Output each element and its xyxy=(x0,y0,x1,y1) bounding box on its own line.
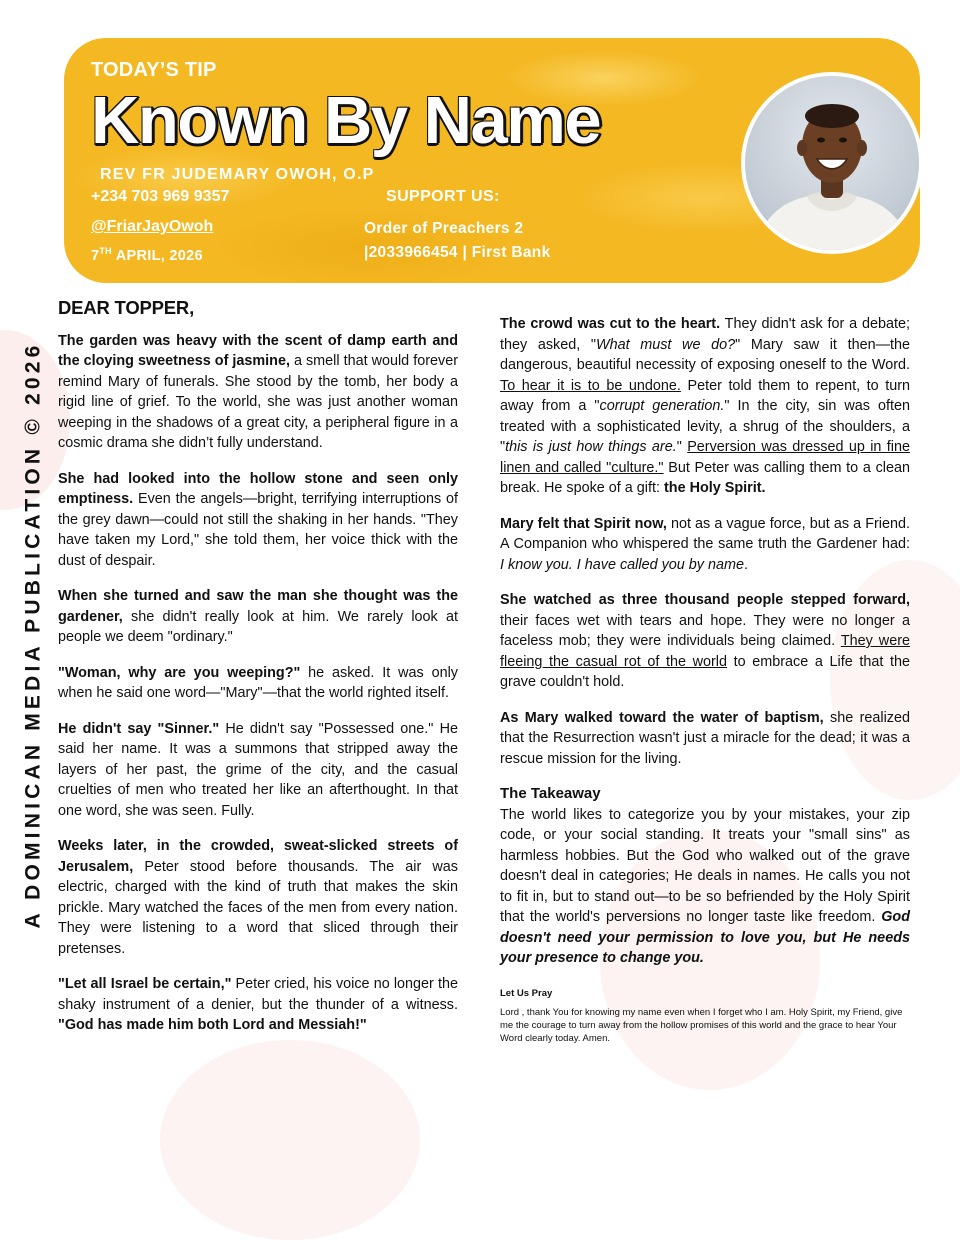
paragraph xyxy=(500,314,910,499)
lead-in: Weeks later, in the crowded, sweat-slicked streets of Jerusalem, xyxy=(58,838,458,875)
body-text: " Mary saw it then—the dangerous, beautiful necessity of exposing oneself to the Word. xyxy=(500,336,910,373)
paragraph xyxy=(58,586,458,648)
lead-in: Mary felt that Spirit now, xyxy=(500,515,667,532)
body-text: a smell that would forever remind Mary of funerals. She stood by the tomb, her body a rigid line of grief. To the world, she was just another woman weeping in the shadows of a great city, a peripheral figure in a cosmic drama she didn’t fully understand. xyxy=(58,353,458,451)
body-text: not as a vague force, but as a Friend. A Companion who whispered the same truth the Gardener had: xyxy=(500,515,910,552)
side-credit xyxy=(4,335,64,935)
left-column xyxy=(58,298,458,1051)
body-text: But Peter was calling them to a clean break. He spoke of a gift: xyxy=(500,459,910,496)
paragraph xyxy=(58,719,458,822)
takeaway-emphasis: God doesn't need your permission to love you, but He needs your presence to change you. xyxy=(500,909,910,966)
emphasis: "God has made him both Lord and Messiah!" xyxy=(58,1017,367,1033)
body-text: Peter told them to repent, to turn away from a " xyxy=(500,377,910,414)
emphasis: the Holy Spirit. xyxy=(663,480,766,496)
lead-in: As Mary walked toward the water of baptism, xyxy=(500,709,824,726)
underlined-text: Perversion was dressed up in fine linen and called "culture." xyxy=(500,439,911,476)
lead-in: He didn't say "Sinner." xyxy=(58,720,220,737)
header-banner xyxy=(64,38,920,283)
date-month-year: APRIL, 2026 xyxy=(111,247,203,264)
italic-text: What must we do? xyxy=(596,336,736,353)
body-text: their faces wet with tears and hope. They were no longer a faceless mob; they were individuals being claimed. xyxy=(500,612,910,649)
phone-number: +234 703 969 9357 xyxy=(91,188,230,205)
author-avatar xyxy=(741,72,923,254)
paragraph xyxy=(58,974,458,1036)
italic-text: corrupt generation. xyxy=(599,398,725,414)
body-text: to embrace a Life that the grave couldn't hold. xyxy=(500,653,910,690)
paragraph xyxy=(58,469,458,572)
background-swirl xyxy=(160,1040,420,1240)
bank-account-number: |2033966454 | First Bank xyxy=(364,244,551,261)
paragraph xyxy=(58,331,458,454)
paragraph xyxy=(500,590,910,693)
publication-credit: A DOMINICAN MEDIA PUBLICATION © 2026 xyxy=(22,341,45,929)
page-title: Known By Name xyxy=(91,83,601,158)
paragraph xyxy=(500,708,910,770)
lead-in: "Let all Israel be certain," xyxy=(58,976,232,992)
body-text: " In the city, sin was often treated with a sophisticated levity, a shrug of the shoulders, a " xyxy=(500,398,910,455)
greeting: DEAR TOPPER, xyxy=(58,297,195,318)
body-text: He didn't say "Possessed one." He said her name. It was a summons that stripped away the layers of her past, the grime of the city, and the casual cruelties of men who treated her like an afterthought. In that one word, she was seen. Fully. xyxy=(58,720,458,819)
body-text: Peter cried, his voice no longer the shaky instrument of a denier, but the thunder of a witness. xyxy=(58,976,458,1013)
lead-in: She had looked into the hollow stone and seen only emptiness. xyxy=(58,470,458,507)
body-text: They didn't ask for a debate; they asked, " xyxy=(500,316,910,353)
underlined-text: To hear it is to be undone. xyxy=(500,377,681,394)
body-text: he asked. It was only when he said one word—"Mary"—that the world righted itself. xyxy=(58,664,458,701)
support-label: SUPPORT US: xyxy=(386,188,500,205)
body-text: Even the angels—bright, terrifying interruptions of the grey dawn—could not still the shaking in her hands. "They have taken my Lord," she told them, her voice thick with the dust of despair. xyxy=(58,491,458,569)
social-handle-link[interactable]: @FriarJayOwoh xyxy=(91,218,214,235)
takeaway-text xyxy=(500,805,910,969)
body-text: Peter stood before thousands. The air was electric, charged with the kind of truth that makes the skin prickle. Mary watched the faces of the men from every nation. They were listening to a word that sliced through their pretenses. xyxy=(58,858,458,957)
body-text: . xyxy=(743,556,748,573)
date-suffix: TH xyxy=(99,246,112,256)
lead-in: When she turned and saw the man she thought was the gardener, xyxy=(58,588,458,625)
body-text: she didn't really look at him. We rarely look at people we deem "ordinary." xyxy=(58,608,458,645)
lead-in: The crowd was cut to the heart. xyxy=(500,316,721,332)
author-portrait-icon xyxy=(745,76,919,250)
prayer-text: Lord , thank You for knowing my name even when I forget who I am. Holy Spirit, my Friend, give me the courage to turn away from the hollow promises of this world and the grace to hear Your Word clearly today. Amen. xyxy=(500,1007,903,1044)
underlined-text: They were fleeing the casual rot of the world xyxy=(500,633,910,670)
paragraph xyxy=(58,663,458,704)
lead-in: The garden was heavy with the scent of damp earth and the cloying sweetness of jasmine, xyxy=(58,332,458,369)
body-text: " xyxy=(676,439,688,455)
date-day: 7 xyxy=(91,247,100,264)
author-name: REV FR JUDEMARY OWOH, O.P xyxy=(100,166,375,183)
italic-text: this is just how things are. xyxy=(505,439,677,455)
takeaway-heading: The Takeaway xyxy=(500,785,601,802)
lead-in: "Woman, why are you weeping?" xyxy=(58,664,301,681)
tip-label: TODAY’S TIP xyxy=(91,59,217,81)
publish-date xyxy=(91,246,203,264)
body-text: The world likes to categorize you by your mistakes, your zip code, or your social standing. It treats your "small sins" as harmless hobbies. But the God who walked out of the grave doesn't deal in categories; He deals in names. He calls you not to fit in, but to stand out—to be so befriended by the Holy Spirit that the world's perversions no longer taste like freedom. xyxy=(500,806,910,925)
italic-text: I know you. I have called you by name xyxy=(500,556,744,573)
bank-account-name: Order of Preachers 2 xyxy=(364,220,524,237)
paragraph xyxy=(500,514,910,576)
body-text: she realized that the Resurrection wasn't just a miracle for the dead; it was a rescue mission for the living. xyxy=(500,709,910,767)
paragraph xyxy=(58,836,458,959)
right-column xyxy=(500,314,910,1060)
lead-in: She watched as three thousand people stepped forward, xyxy=(500,592,910,608)
prayer-heading: Let Us Pray xyxy=(500,987,553,999)
